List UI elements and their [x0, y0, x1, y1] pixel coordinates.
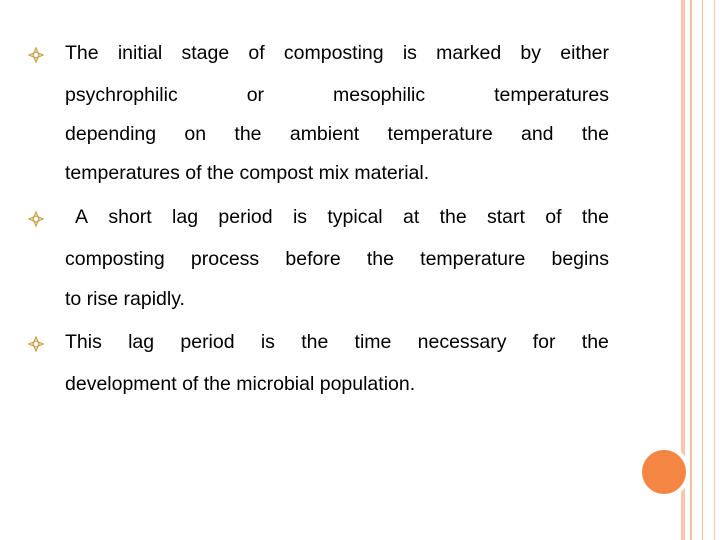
word: period [218, 206, 273, 228]
diamond-bullet-icon [28, 207, 50, 229]
bullet-line [75, 205, 609, 229]
word: the [581, 123, 609, 145]
word: lag [172, 206, 199, 228]
word: the [581, 331, 609, 353]
bullet-line [65, 41, 609, 65]
word: on [184, 123, 207, 145]
word: time [354, 331, 392, 353]
diamond-bullet-icon [28, 332, 50, 354]
word: lag [128, 331, 155, 353]
decorative-rule [714, 0, 715, 540]
word: the [439, 206, 467, 228]
word: temperatures [494, 84, 609, 106]
word: for [532, 331, 556, 353]
word: marked [436, 42, 502, 64]
word: either [560, 42, 609, 64]
word: before [285, 248, 341, 270]
bullet-line: temperatures of the compost mix material. [65, 162, 430, 184]
word: is [260, 331, 275, 353]
word: psychrophilic [65, 84, 178, 106]
decorative-rule [690, 0, 692, 540]
word: is [292, 206, 308, 228]
word: This [65, 331, 102, 353]
word: by [520, 42, 541, 64]
bullet-line: to rise rapidly. [65, 288, 185, 310]
bullet-line [65, 330, 609, 354]
word: of [248, 42, 265, 64]
word: the [301, 331, 329, 353]
word: or [246, 84, 265, 106]
bullet-line [65, 83, 609, 107]
word: stage [181, 42, 230, 64]
word: the [581, 206, 609, 228]
word: temperature [387, 123, 493, 145]
word: depending [65, 123, 157, 145]
word: process [190, 248, 260, 270]
word: period [180, 331, 235, 353]
word: the [366, 248, 394, 270]
decorative-rule [702, 0, 703, 540]
word: ambient [289, 123, 360, 145]
word: start [487, 206, 525, 228]
diamond-bullet-icon [28, 43, 50, 65]
word: necessary [417, 331, 507, 353]
bullet-line [65, 247, 609, 271]
word: at [402, 206, 420, 228]
word: typical [327, 206, 383, 228]
word: composting [283, 42, 384, 64]
word: composting [65, 248, 165, 270]
word: The [65, 42, 99, 64]
bullet-line: development of the microbial population. [65, 373, 416, 395]
word: A [75, 206, 89, 228]
word: initial [117, 42, 163, 64]
word: of [545, 206, 562, 228]
word: temperature [420, 248, 526, 270]
word: mesophilic [333, 84, 426, 106]
word: short [108, 206, 152, 228]
word: and [520, 123, 554, 145]
accent-circle [642, 450, 686, 494]
word: is [402, 42, 417, 64]
word: the [234, 123, 262, 145]
word: begins [551, 248, 609, 270]
bullet-line [65, 122, 609, 146]
